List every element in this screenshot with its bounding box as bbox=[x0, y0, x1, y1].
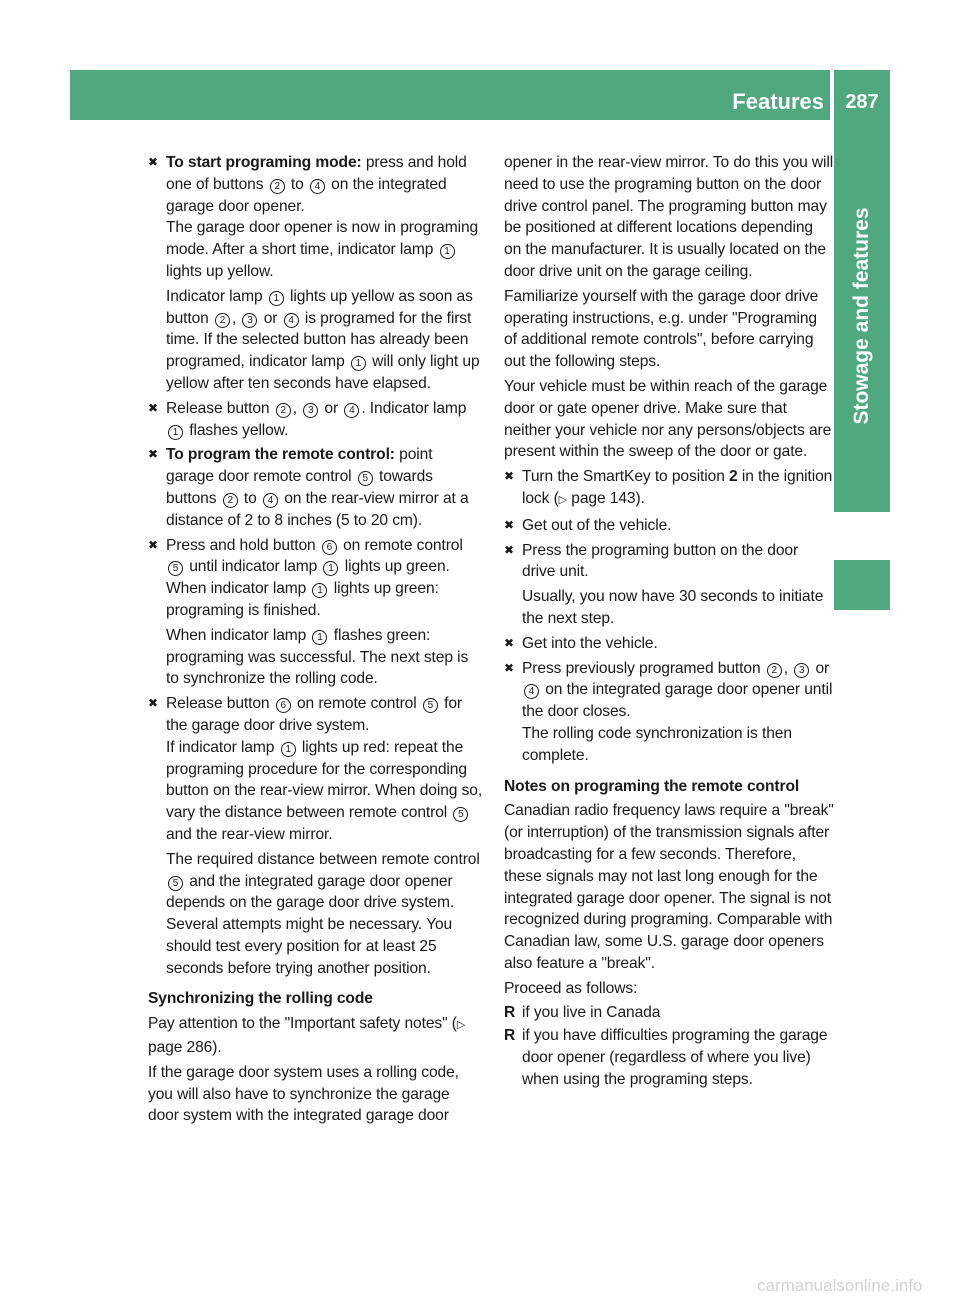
watermark: carmanualsonline.info bbox=[757, 1276, 923, 1295]
right-column bbox=[504, 152, 834, 1092]
step-release-button: ✖ Release button 2 , 3 or 4 . Indicator lamp 1 flashes yellow. bbox=[148, 399, 467, 439]
callout-6-icon: 6 bbox=[276, 698, 291, 713]
notes-heading: Notes on programing the remote control bbox=[504, 777, 800, 795]
callout-4-icon: 4 bbox=[524, 684, 539, 699]
step-arrow-icon: ✖ bbox=[504, 469, 514, 484]
sync-heading: Synchronizing the rolling code bbox=[148, 990, 373, 1008]
step-arrow-icon: ✖ bbox=[148, 696, 158, 711]
sync-paragraph-1: Pay attention to the "Important safety notes" (▷ page 286). bbox=[148, 1015, 466, 1057]
step-press-previous-button: ✖ Press previously programed button 2 , 3 or 4 on the integrated garage door opener until the door closes. The rolling code synchronization is then complete. bbox=[504, 659, 833, 764]
bullet-icon: R bbox=[504, 1004, 516, 1022]
step-press-hold: ✖ Press and hold button 6 on remote control 5 until indicator lamp 1 lights up green. When indicator lamp 1 lights up green: programing is finished. When indicator lamp 1 flashes green: programing was successful. The next step is to synchronize the rolling code. bbox=[148, 536, 469, 688]
callout-3-icon: 3 bbox=[303, 403, 318, 418]
callout-1-icon: 1 bbox=[351, 356, 366, 371]
callout-1-icon: 1 bbox=[312, 583, 327, 598]
callout-4-icon: 4 bbox=[344, 403, 359, 418]
page-ref-arrow-icon: ▷ bbox=[558, 493, 568, 506]
step-arrow-icon: ✖ bbox=[504, 660, 514, 675]
step-arrow-icon: ✖ bbox=[148, 400, 158, 415]
callout-2-icon: 2 bbox=[767, 663, 782, 678]
page-ref-arrow-icon: ▷ bbox=[456, 1019, 466, 1032]
bullet-icon: R bbox=[504, 1027, 516, 1045]
page-number: 287 bbox=[834, 70, 890, 120]
callout-2-icon: 2 bbox=[215, 313, 230, 328]
callout-1-icon: 1 bbox=[168, 425, 183, 440]
callout-3-icon: 3 bbox=[242, 313, 257, 328]
step-arrow-icon: ✖ bbox=[148, 537, 158, 552]
callout-5-icon: 5 bbox=[168, 876, 183, 891]
step-get-in: ✖ Get into the vehicle. bbox=[504, 633, 834, 655]
callout-5-icon: 5 bbox=[453, 807, 468, 822]
section-title: Features bbox=[732, 89, 824, 114]
step-program-remote: ✖ To program the remote control: point garage door remote control 5 towards buttons 2 to 4 on the rear-view mirror at a distance of 2 to 8 inches (5 to 20 cm). bbox=[148, 446, 469, 529]
step-get-out: ✖ Get out of the vehicle. bbox=[504, 515, 834, 537]
callout-4-icon: 4 bbox=[310, 179, 325, 194]
callout-2-icon: 2 bbox=[223, 493, 238, 508]
callout-5-icon: 5 bbox=[168, 561, 183, 576]
callout-4-icon: 4 bbox=[263, 493, 278, 508]
step-press-programing-button: ✖ Press the programing button on the door drive unit. Usually, you now have 30 seconds to initiate the next step. bbox=[504, 541, 824, 627]
callout-5-icon: 5 bbox=[423, 698, 438, 713]
notes-paragraph-1: Canadian radio frequency laws require a "break" (or interruption) of the transmission signals after broadcasting for a few seconds. Therefore, these signals may not last long enough for the integrated garage door opener. The signal is not recognized during programing. Comparable with Canadian law, some U.S. garage door openers also feature a "break". bbox=[504, 802, 834, 972]
callout-1-icon: 1 bbox=[269, 291, 284, 306]
sync-paragraph-2: If the garage door system uses a rolling code, you will also have to synchronize the garage door system with the integrated garage door bbox=[148, 1063, 459, 1125]
step-arrow-icon: ✖ bbox=[504, 542, 514, 557]
step-start-programing: ✖ To start programing mode: press and hold one of buttons 2 to 4 on the integrated garage door opener. The garage door opener is now in programing mode. After a short time, indicator lamp 1 lights up yellow. Indicator lamp 1 lights up yellow as soon as button 2 , 3 or 4 is programed for the first time. If the selected button has already been programed, indicator lamp 1 will only light up yellow after ten seconds have elapsed. bbox=[148, 154, 480, 392]
left-column bbox=[148, 152, 484, 1130]
callout-3-icon: 3 bbox=[794, 663, 809, 678]
callout-5-icon: 5 bbox=[358, 471, 373, 486]
side-tab-label: Stowage and features bbox=[850, 207, 873, 425]
callout-6-icon: 6 bbox=[322, 540, 337, 555]
callout-1-icon: 1 bbox=[281, 742, 296, 757]
notes-paragraph-2: Proceed as follows: bbox=[504, 979, 638, 997]
step-release-remote: ✖ Release button 6 on remote control 5 for the garage door drive system. If indicator lamp 1 lights up red: repeat the programing procedure for the corresponding button on the rear-view mirror. When doing so, vary the distance between remote control 5 and the rear-view mirror. The required distance between remote control 5 and the integrated garage door opener depends on the garage door drive system. Several attempts might be necessary. You should test every position for at least 25 seconds before trying another position. bbox=[148, 695, 483, 977]
step-arrow-icon: ✖ bbox=[504, 635, 514, 650]
paragraph-vehicle-reach: Your vehicle must be within reach of the garage door or gate opener drive. Make sure that neither your vehicle nor any persons/objects are present within the sweep of the door or gate. bbox=[504, 377, 832, 461]
list-item: R if you live in Canada bbox=[504, 1002, 834, 1024]
step-arrow-icon: ✖ bbox=[148, 155, 158, 169]
paragraph-opener: opener in the rear-view mirror. To do this you will need to use the programing button on the door drive control panel. The programing button may be positioned at different locations depending on the manufacturer. It is usually located on the door drive unit on the garage ceiling. bbox=[504, 154, 834, 280]
callout-1-icon: 1 bbox=[323, 561, 338, 576]
callout-2-icon: 2 bbox=[276, 403, 291, 418]
callout-1-icon: 1 bbox=[312, 630, 327, 645]
callout-1-icon: 1 bbox=[440, 244, 455, 259]
paragraph-familiarize: Familiarize yourself with the garage door drive operating instructions, e.g. under "Programing of additional remote controls", before carrying out the following steps. bbox=[504, 287, 819, 371]
side-marker bbox=[834, 560, 890, 610]
callout-2-icon: 2 bbox=[270, 179, 285, 194]
step-turn-smartkey: ✖ Turn the SmartKey to position 2 in the ignition lock (▷ page 143). bbox=[504, 468, 833, 507]
step-arrow-icon: ✖ bbox=[504, 517, 514, 532]
step-arrow-icon: ✖ bbox=[148, 447, 158, 462]
list-item: R if you have difficulties programing the garage door opener (regardless of where you live) when using the programing steps. bbox=[504, 1027, 828, 1088]
callout-4-icon: 4 bbox=[284, 313, 299, 328]
